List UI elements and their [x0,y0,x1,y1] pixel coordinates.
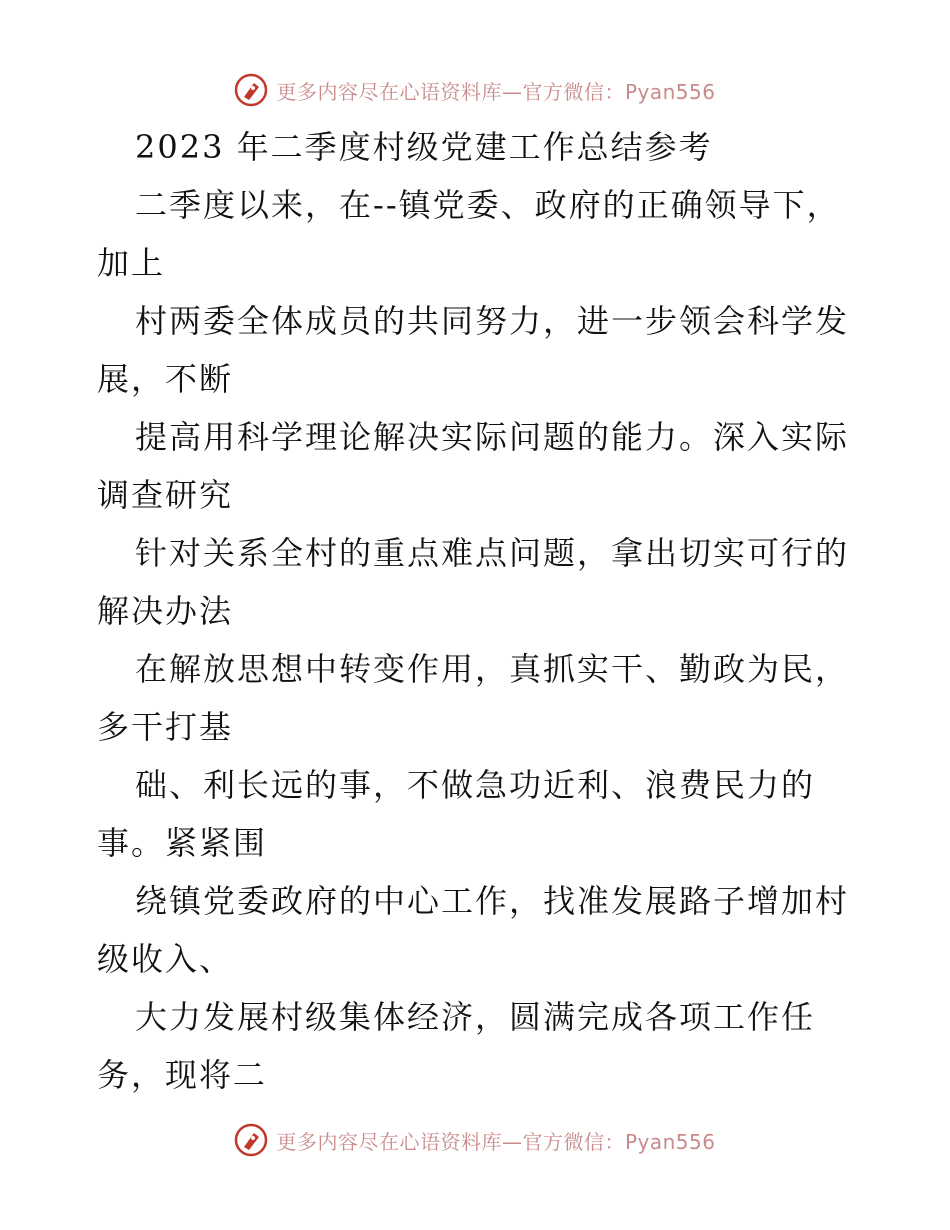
text-line: 解决办法 [97,592,234,630]
text-line: 务，现将二 [97,1056,268,1094]
text-line: 多干打基 [97,708,234,746]
text-line: 提高用科学理论解决实际问题的能力。深入实际 [135,418,850,456]
footer-watermark [0,1120,950,1160]
text-line: 在解放思想中转变作用，真抓实干、勤政为民， [135,650,850,688]
text-line: 大力发展村级集体经济，圆满完成各项工作任 [135,998,816,1036]
text-line: 绕镇党委政府的中心工作，找准发展路子增加村 [135,882,850,920]
text-line: 二季度以来，在--镇党委、政府的正确领导下， [135,186,841,224]
text-line: 村两委全体成员的共同努力，进一步领会科学发 [135,302,850,340]
pen-nib-icon [234,73,268,107]
header-watermark [0,70,950,110]
text-line: 调查研究 [97,476,234,514]
text-line: 级收入、 [97,940,234,978]
text-line: 事。紧紧围 [97,824,268,862]
text-line: 针对关系全村的重点难点问题，拿出切实可行的 [135,534,850,572]
text-line: 展，不断 [97,360,234,398]
pen-nib-icon [234,1123,268,1157]
watermark-text: 更多内容尽在心语资料库—官方微信：Pyan556 [276,1129,716,1154]
document-title: 2023 年二季度村级党建工作总结参考 [135,128,713,166]
text-line: 础、利长远的事，不做急功近利、浪费民力的 [135,766,816,804]
watermark-text: 更多内容尽在心语资料库—官方微信：Pyan556 [276,79,716,104]
text-line: 加上 [97,244,166,282]
